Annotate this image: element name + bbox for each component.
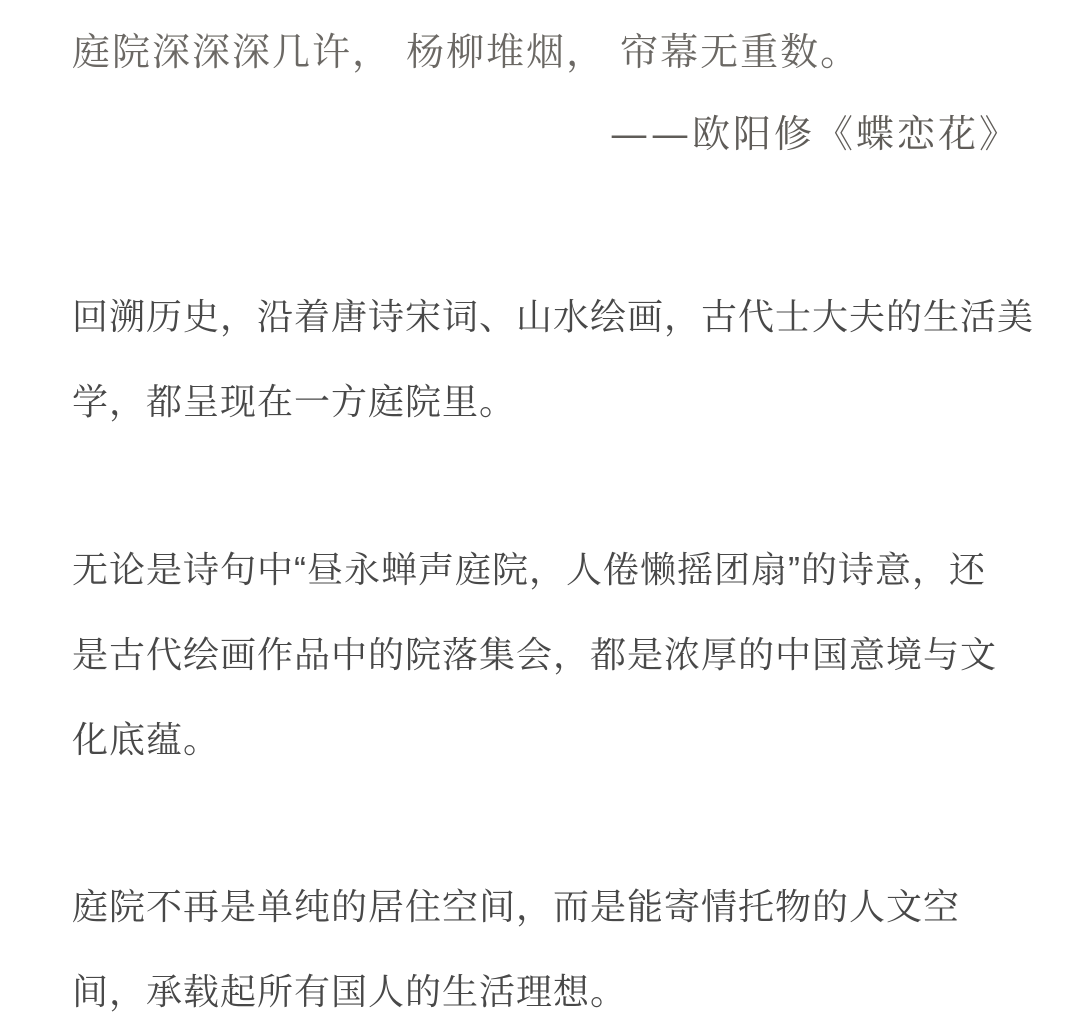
paragraph-history — [72, 274, 1035, 444]
text-line: 间，承载起所有国人的生活理想。 — [72, 971, 628, 1012]
text-line: 学，都呈现在一方庭院里。 — [72, 381, 517, 422]
text-line: 是古代绘画作品中的院落集会，都是浓厚的中国意境与文 — [72, 634, 998, 675]
text-line: 庭院不再是单纯的居住空间，而是能寄情托物的人文空 — [72, 886, 961, 927]
poem-attribution: ——欧阳修《蝶恋花》 — [609, 112, 1020, 156]
text-line: 回溯历史，沿着唐诗宋词、山水绘画，古代士大夫的生活美 — [72, 296, 1035, 337]
text-line: 化底蕴。 — [72, 719, 221, 760]
paragraph-living-ideal — [72, 864, 1020, 1022]
paragraph-poetry-painting — [72, 527, 1020, 782]
poem-quote: 庭院深深深几许， 杨柳堆烟， 帘幕无重数。 — [72, 30, 861, 74]
text-line: 无论是诗句中“昼永蝉声庭院，人倦懒摇团扇”的诗意，还 — [72, 549, 986, 590]
